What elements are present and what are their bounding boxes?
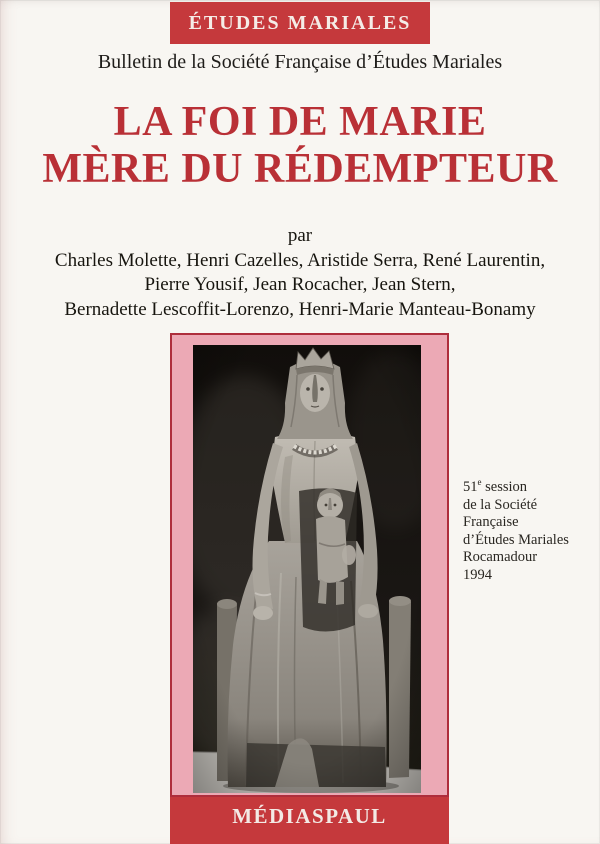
session-note-line: Rocamadour xyxy=(463,549,538,565)
book-title-line1: LA FOI DE MARIE xyxy=(113,99,487,145)
session-ordinal-suffix: e xyxy=(477,477,482,488)
bulletin-subtitle: Bulletin de la Société Française d’Études Mariales xyxy=(97,51,503,73)
byline-authors-line: Pierre Yousif, Jean Rocacher, Jean Stern, xyxy=(144,274,456,295)
byline-authors-line: Bernadette Lescoffit-Lorenzo, Henri-Marie Manteau-Bonamy xyxy=(64,298,536,320)
session-note-line xyxy=(463,479,593,497)
byline xyxy=(0,224,600,322)
session-word: session xyxy=(485,479,528,495)
book-title-line2: MÈRE DU RÉDEMPTEUR xyxy=(42,146,558,192)
session-note-line: 1994 xyxy=(463,566,492,583)
cover-photo-frame xyxy=(170,333,449,797)
byline-authors-line: Charles Molette, Henri Cazelles, Aristide Serra, René Laurentin, xyxy=(54,249,546,271)
session-note-line: Française xyxy=(463,514,519,530)
session-number: 51 xyxy=(463,479,478,495)
session-note-line: de la Société xyxy=(463,496,538,513)
madonna-and-child-statue-photo xyxy=(193,345,421,793)
series-title: ÉTUDES MARIALES xyxy=(188,11,412,34)
session-note-line: d’Études Mariales xyxy=(463,531,569,548)
publisher-name: MÉDIASPAUL xyxy=(232,803,387,828)
book-title xyxy=(0,99,600,193)
byline-prefix: par xyxy=(287,225,313,246)
series-banner xyxy=(170,2,430,44)
session-note xyxy=(463,479,593,584)
publisher-banner xyxy=(170,797,449,844)
